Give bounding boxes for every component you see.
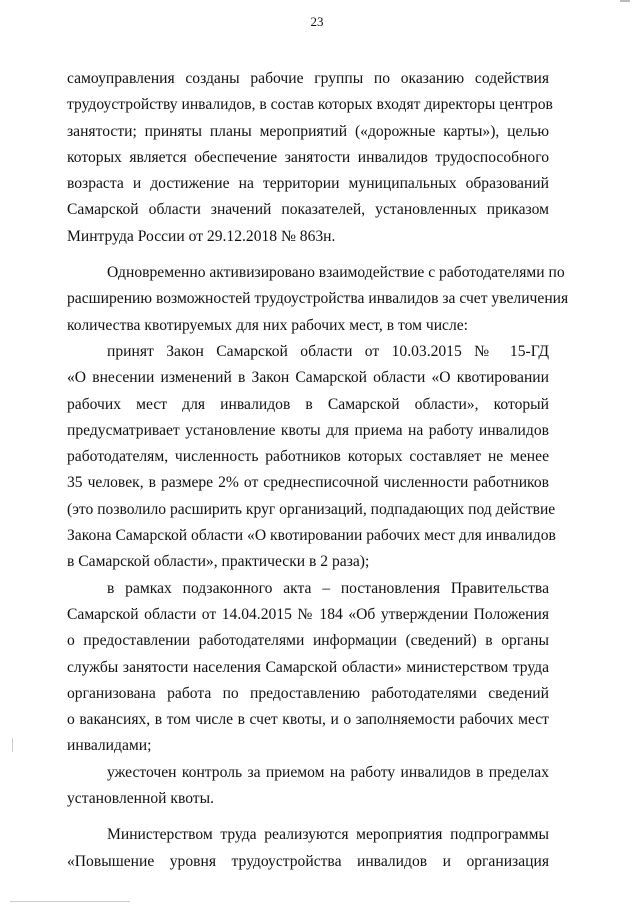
text-line: инвалидами; [67, 737, 152, 755]
text-line: о вакансиях, в том числе в счет квоты, и о заполняемости рабочих мест [67, 711, 549, 729]
text-line: службы занятости населения Самарской области» министерством труда [67, 658, 549, 676]
text-line: Самарской области значений показателей, установленных приказом [67, 201, 549, 219]
text-line: установленной квоты. [67, 790, 214, 808]
text-line: о предоставлении работодателями информации (сведений) в органы [67, 632, 549, 650]
text-line: в Самарской области», практически в 2 раза); [67, 553, 370, 571]
scan-artifact [620, 0, 630, 2]
text-line: трудоустройству инвалидов, в состав которых входят директоры центров [67, 96, 553, 114]
scan-artifact [12, 738, 13, 752]
text-line: работодателям, численность работников которых составляет не менее [67, 448, 549, 466]
page-number: 23 [310, 14, 324, 29]
text-line: предусматривает установление квоты для приема на работу инвалидов [67, 421, 549, 439]
text-line: возраста и достижение на территории муниципальных образований [67, 175, 549, 193]
text-line: «Повышение уровня трудоустройства инвалидов и организация [67, 852, 549, 870]
text-line: (это позволило расширить круг организаций, подпадающих под действие [67, 500, 556, 518]
text-line: 35 человек, в размере 2% от среднесписочной численности работников [67, 474, 549, 492]
text-line: количества квотируемых для них рабочих мест, в том числе: [67, 316, 469, 334]
text-line: ужесточен контроль за приемом на работу инвалидов в пределах [107, 763, 549, 781]
text-line: принят Закон Самарской области от 10.03.2015 № 15-ГД [107, 342, 549, 360]
text-line: Закона Самарской области «О квотировании рабочих мест для инвалидов [67, 527, 556, 545]
text-line: Минтруда России от 29.12.2018 № 863н. [67, 227, 336, 245]
text-line: Министерством труда реализуются мероприятия подпрограммы [107, 826, 549, 844]
text-line: которых является обеспечение занятости инвалидов трудоспособного [67, 148, 549, 166]
text-line: расширению возможностей трудоустройства инвалидов за счет увеличения [67, 290, 569, 308]
text-line: занятости; приняты планы мероприятий («дорожные карты»), целью [67, 122, 549, 140]
scan-artifact [10, 901, 130, 902]
text-line: Самарской области от 14.04.2015 № 184 «Об утверждении Положения [67, 605, 549, 623]
text-line: Одновременно активизировано взаимодействие с работодателями по [107, 264, 565, 282]
text-line: организована работа по предоставлению работодателями сведений [67, 684, 549, 702]
text-line: рабочих мест для инвалидов в Самарской области», который [67, 395, 549, 413]
text-line: в рамках подзаконного акта – постановления Правительства [107, 579, 549, 597]
document-body [67, 66, 569, 875]
text-line: самоуправления созданы рабочие группы по оказанию содействия [67, 70, 549, 87]
text-line: «О внесении изменений в Закон Самарской области «О квотировании [67, 369, 549, 387]
